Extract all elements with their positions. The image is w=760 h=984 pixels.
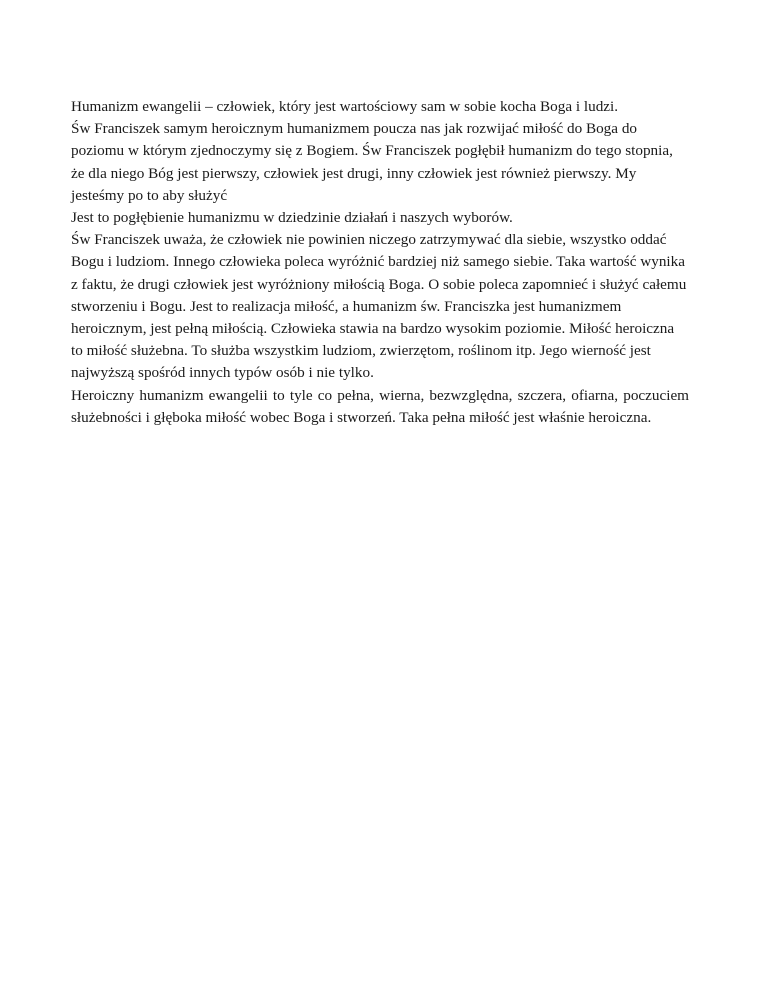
paragraph-heroiczny-humanizm: Heroiczny humanizm ewangelii to tyle co pełna, wierna, bezwzględna, szczera, ofiarna, poczuciem służebności i głęboka miłość wobec Boga i stworzeń. Taka pełna miłość jest właśnie heroiczna.	[71, 386, 689, 426]
paragraph-sw-franciszek-uwaza: Św Franciszek uważa, że człowiek nie powinien niczego zatrzymywać dla siebie, wszystko oddać Bogu i ludziom. Innego człowieka poleca wyróżnić bardziej niż samego siebie. Taka wartość wynika z faktu, że drugi człowiek jest wyróżniony miłością Boga. O sobie poleca zapomnieć i służyć całemu stworzeniu i Bogu. Jest to realizacja miłość, a humanizm św. Franciszka jest humanizmem heroicznym, jest pełną miłością. Człowieka stawia na bardzo wysokim poziomie. Miłość heroiczna to miłość służebna. To służba wszystkim ludziom, zwierzętom, roślinom itp. Jego wierność jest najwyższą spośród innych typów osób i nie tylko.	[71, 231, 687, 382]
paragraph-sw-franciszek-poucza: Św Franciszek samym heroicznym humanizmem poucza nas jak rozwijać miłość do Boga do poziomu w którym zjednoczymy się z Bogiem. Św Franciszek pogłębił humanizm do tego stopnia, że dla niego Bóg jest pierwszy, człowiek jest drugi, inny człowiek jest również pierwszy. My jesteśmy po to aby służyć	[71, 120, 673, 204]
paragraph-poglebienie-humanizmu: Jest to pogłębienie humanizmu w dziedzinie działań i naszych wyborów.	[71, 209, 513, 227]
document-body	[71, 96, 689, 429]
paragraph-humanizm-ewangelii: Humanizm ewangelii – człowiek, który jest wartościowy sam w sobie kocha Boga i ludzi.	[71, 98, 619, 115]
